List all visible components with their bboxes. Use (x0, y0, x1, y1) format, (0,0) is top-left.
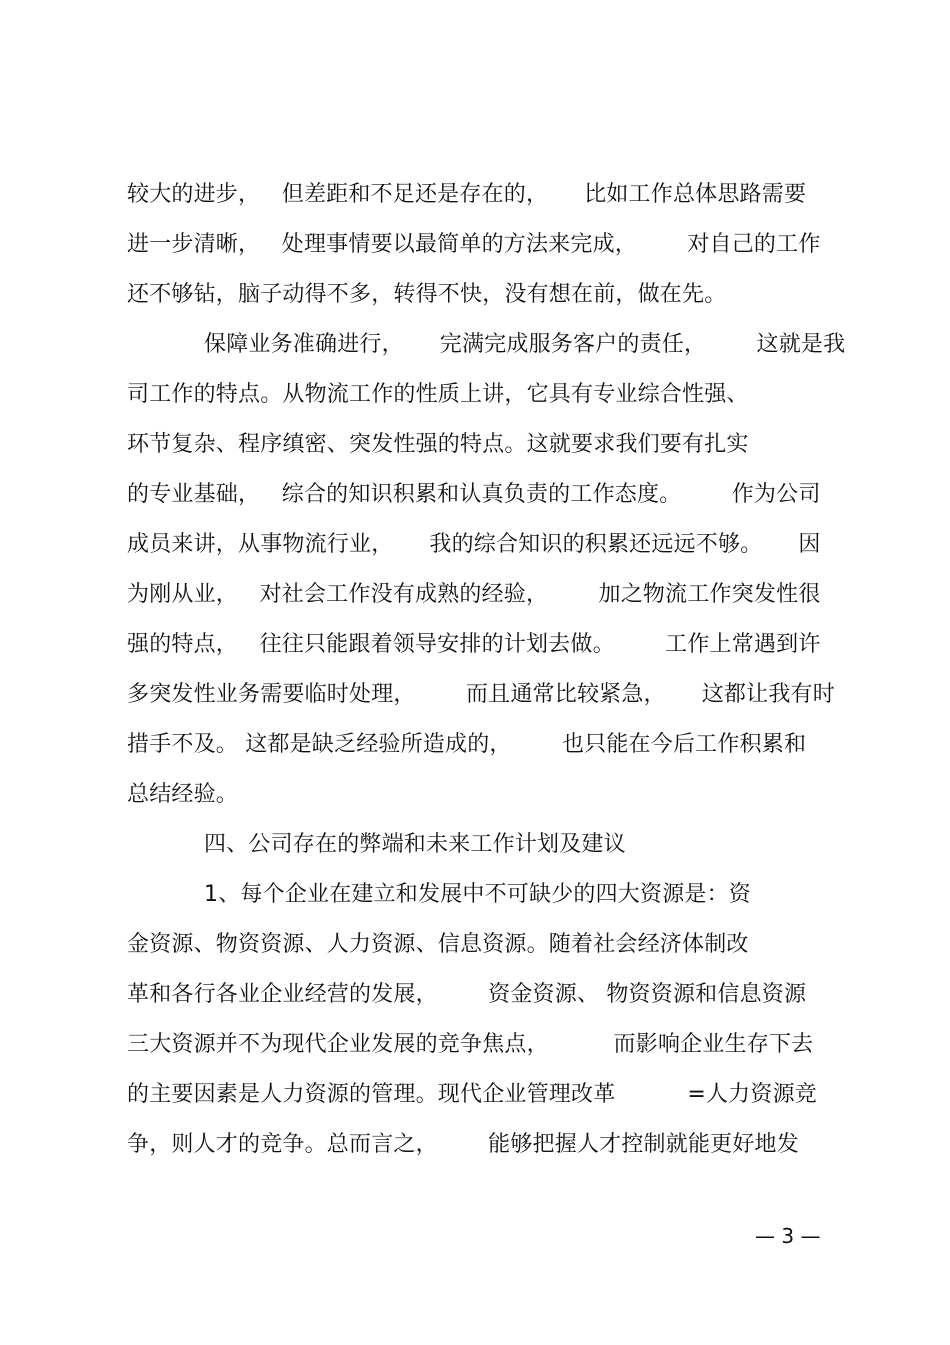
text-line: 为刚从业， 对社会工作没有成熟的经验， 加之物流工作突发性很 (127, 582, 821, 607)
text-line: 司工作的特点。从物流工作的性质上讲，它具有专业综合性强、 (127, 382, 749, 407)
text-line: 革和各行各业企业经营的发展， 资金资源、 物资资源和信息资源 (127, 982, 807, 1007)
text-line: 措手不及。 这都是缺乏经验所造成的， 也只能在今后工作积累和 (127, 732, 807, 757)
paragraph-start-line: 保障业务准确进行， 完满完成服务客户的责任， 这就是我 (204, 332, 846, 357)
text-line: 的专业基础， 综合的知识积累和认真负责的工作态度。 作为公司 (127, 482, 821, 507)
text-line: 总结经验。 (127, 782, 239, 807)
page-number: — 3 — (755, 1224, 821, 1248)
text-line: 争，则人才的竞争。总而言之， 能够把握人才控制就能更好地发 (127, 1132, 799, 1157)
text-line: 多突发性业务需要临时处理， 而且通常比较紧急， 这都让我有时 (127, 682, 835, 707)
text-line: 金资源、物资资源、人力资源、信息资源。随着社会经济体制改 (127, 932, 749, 957)
section-heading: 四、公司存在的弊端和未来工作计划及建议 (204, 832, 626, 857)
text-line: 较大的进步， 但差距和不足还是存在的， 比如工作总体思路需要 (127, 182, 807, 207)
text-line: 还不够钻，脑子动得不多，转得不快，没有想在前，做在先。 (127, 282, 727, 307)
paragraph-start-line: 1、每个企业在建立和发展中不可缺少的四大资源是：资 (204, 882, 751, 907)
text-line: 的主要因素是人力资源的管理。现代企业管理改革 =人力资源竞 (127, 1082, 817, 1107)
text-line: 三大资源并不为现代企业发展的竞争焦点， 而影响企业生存下去 (127, 1032, 814, 1057)
text-line: 强的特点， 往往只能跟着领导安排的计划去做。 工作上常遇到许 (127, 632, 821, 657)
text-line: 环节复杂、程序缜密、突发性强的特点。这就要求我们要有扎实 (127, 432, 749, 457)
text-line: 进一步清晰， 处理事情要以最简单的方法来完成， 对自己的工作 (127, 232, 821, 257)
text-line: 成员来讲，从事物流行业， 我的综合知识的积累还远远不够。 因 (127, 532, 821, 557)
